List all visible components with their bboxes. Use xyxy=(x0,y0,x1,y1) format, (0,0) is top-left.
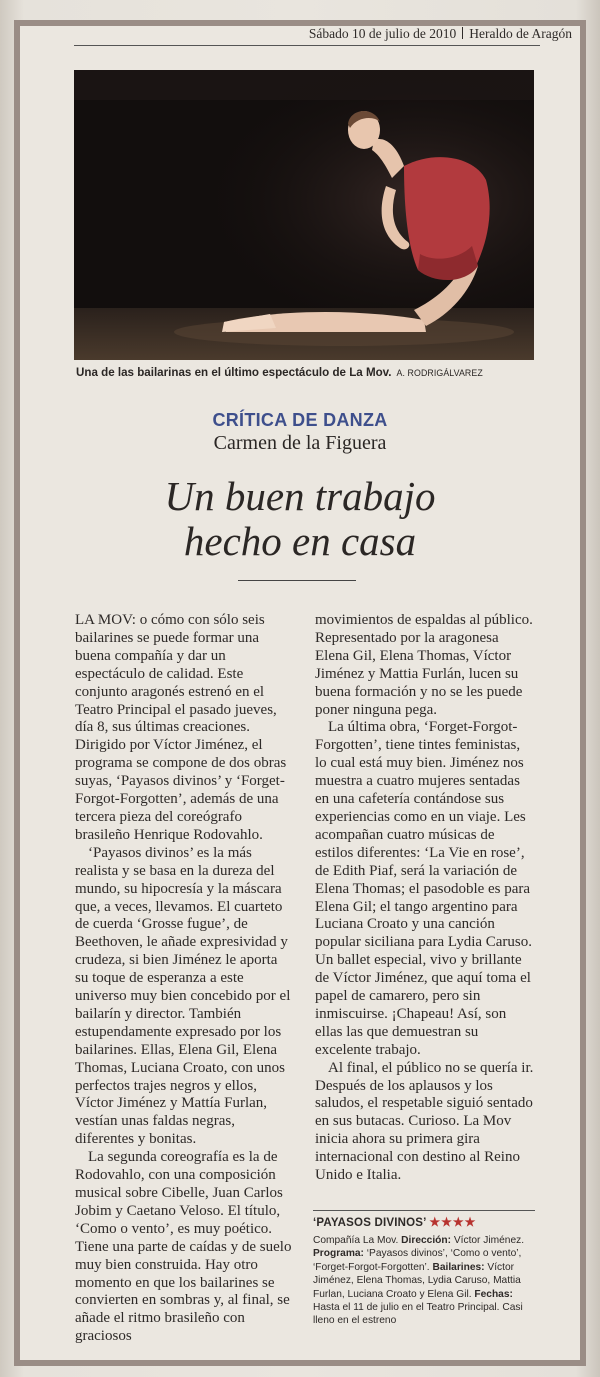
dateline-separator xyxy=(462,27,463,39)
review-factbox xyxy=(313,1210,535,1328)
headline-line-1: Un buen trabajo xyxy=(164,473,436,519)
dateline xyxy=(309,26,572,42)
photo-caption xyxy=(76,366,536,379)
article-column-right xyxy=(315,612,535,1185)
factbox-body xyxy=(313,1234,535,1328)
factbox-dancers: Víctor Jiménez, Elena Thomas, Lydia Caruso, Mattia Furlan, Luciana Croato y Elena Gil. xyxy=(313,1261,521,1300)
factbox-program: ‘Payasos divinos’, ‘Como o vento’, ‘Forget-Forgot-Forgotten’. xyxy=(313,1248,522,1273)
dancer-photo xyxy=(74,70,534,360)
paragraph: LA MOV: o cómo con sólo seis bailarines se puede formar una buena compañía y dar un espectáculo de calidad. Este conjunto aragonés estrenó en el Teatro Principal el pasado jueves, día 8, sus últimas creaciones. Dirigido por Víctor Jiménez, el programa se compone de dos obras suyas, ‘Payasos divinos’ y ‘Forget-Forgot-Forgotten’, además de una tercera pieza del coreógrafo brasileño Henrique Rodovahlo. xyxy=(75,612,287,843)
paragraph: Al final, el público no se quería ir. Después de los aplausos y los saludos, el respetable siguió sentado en sus butacas. Curioso. La Mov inicia ahora su primera gira internacional con destino al Reino Unido e Italia. xyxy=(315,1059,534,1184)
headline-rule xyxy=(238,580,356,581)
top-rule xyxy=(74,45,540,46)
paragraph: La segunda coreografía es la de Rodovahlo, con una composición musical sobre Cibelle, Juan Carlos Jobim y Caetano Veloso. El título, ‘Como o vento’, es muy poético. Tiene una parte de caídas y de suelo muy bien construida. Hay otro momento en que los bailarines se convierten en sombras y, al final, se añade el ritmo brasileño con graciosos xyxy=(75,1149,292,1345)
factbox-direction: Víctor Jiménez. xyxy=(453,1235,525,1246)
factbox-direction-label: Dirección: xyxy=(401,1235,451,1246)
factbox-dates: Hasta el 11 de julio en el Teatro Principal. Casi lleno en el estreno xyxy=(313,1302,523,1327)
headline-line-2: hecho en casa xyxy=(183,518,417,564)
factbox-dancers-label: Bailarines: xyxy=(432,1261,485,1273)
section-label: CRÍTICA DE DANZA xyxy=(212,410,388,430)
dancer-illustration xyxy=(74,70,534,360)
factbox-dates-label: Fechas: xyxy=(474,1288,513,1300)
dateline-date: Sábado 10 de julio de 2010 xyxy=(308,26,457,41)
photo-credit: A. RODRIGÁLVAREZ xyxy=(396,368,483,378)
paragraph: La última obra, ‘Forget-Forgot-Forgotten’, tiene tintes feministas, lo cual está muy bien. Jiménez nos muestra a cuatro mujeres sentadas en una cafetería contándose sus experiencias como en un viaje. Les acompañan cuatro músicas de estilos diferentes: ‘La Vie en rose’, de Edith Piaf, será la variación de Elena Thomas; el pasodoble es para Elena Gil; el tango argentino para Luciana Croato y una canción popular siciliana para Lydia Caruso. Un ballet especial, vivo y brillante de Víctor Jiménez, que aquí toma el papel de camarero, pero sin inmiscuirse. ¡Chapeau! Así, son ellas las que demuestran su excelente trabajo. xyxy=(315,719,533,1058)
paragraph: movimientos de espaldas al público. Representado por la aragonesa Elena Gil, Elena Thomas, Víctor Jiménez y Mattia Furlán, lucen su buena formación y no se les puede poner ninguna pega. xyxy=(315,612,533,718)
factbox-title xyxy=(313,1215,535,1229)
dateline-paper: Heraldo de Aragón xyxy=(469,26,572,41)
factbox-title-text: ‘PAYASOS DIVINOS’ xyxy=(313,1217,426,1229)
factbox-program-label: Programa: xyxy=(313,1248,364,1260)
factbox-company: Compañía La Mov. xyxy=(313,1235,399,1246)
article-column-left xyxy=(75,612,293,1346)
paragraph: ‘Payasos divinos’ es la más realista y se basa en la dureza del mundo, su hipocresía y la máscara que, a veces, llevamos. El cuarteto de cuerda ‘Grosse fugue’, de Beethoven, le añade expresividad y crudeza, si bien Jiménez le aporta su toque de esperanza a este universo muy bien concebido por el bailarín y director. También estupendamente expresado por los bailarines. Ellas, Elena Gil, Elena Thomas, Luciana Croato, con unos perfectos trajes negros y ellos, Víctor Jiménez y Mattía Furlan, vestían unas faldas negras, diferentes y bonitas. xyxy=(75,844,291,1148)
article-author: Carmen de la Figuera xyxy=(213,432,387,454)
rating-stars-icon: ★★★★ xyxy=(429,1215,477,1229)
article-headline xyxy=(0,474,600,564)
caption-text: Una de las bailarinas en el último espectáculo de La Mov. xyxy=(76,366,392,379)
